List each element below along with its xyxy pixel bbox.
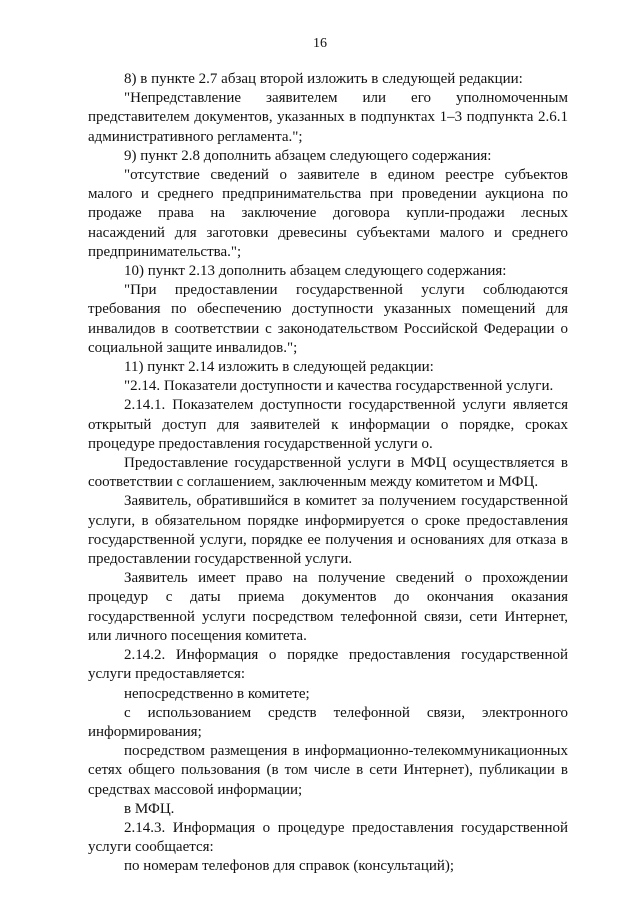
paragraph: 10) пункт 2.13 дополнить абзацем следующего содержания: (124, 263, 507, 280)
paragraph: "2.14. Показатели доступности и качества государственной услуги. (124, 378, 554, 395)
paragraph: 2.14.2. Информация о порядке предоставления государственной услуги предоставляется: (88, 647, 568, 683)
paragraph: посредством размещения в информационно-телекоммуникационных сетях общего пользования (в том числе в сети Интернет), публикации в средствах массовой информации; (88, 743, 568, 798)
paragraph: 8) в пункте 2.7 абзац второй изложить в следующей редакции: (124, 71, 523, 87)
page-number: 16 (313, 36, 327, 51)
paragraph: в МФЦ. (124, 800, 175, 817)
paragraph: непосредственно в комитете; (124, 685, 310, 702)
paragraph: Предоставление государственной услуги в МФЦ осуществляется в соответствии с соглашением, заключенным между комитетом и МФЦ. (88, 455, 568, 491)
paragraph: с использованием средств телефонной связи, электронного информирования; (88, 704, 568, 740)
paragraph: 11) пункт 2.14 изложить в следующей редакции: (124, 359, 434, 376)
paragraph: Заявитель, обратившийся в комитет за получением государственной услуги, в обязательном порядке информируется о сроке предоставления государственной услуги, порядке ее получения и основаниях для отказа в предоставлении государственной услуги. (88, 493, 568, 568)
paragraph: "При предоставлении государственной услуги соблюдаются требования по обеспечению доступности указанных помещений для инвалидов в соответствии с законодательством Российской Федерации о социальной защите инвалидов."; (88, 282, 568, 356)
paragraph: 2.14.3. Информация о процедуре предоставления государственной услуги сообщается: (88, 819, 568, 856)
paragraph: 9) пункт 2.8 дополнить абзацем следующего содержания: (124, 147, 492, 164)
paragraph: "отсутствие сведений о заявителе в едином реестре субъектов малого и среднего предпринимательства при проведении аукциона по продаже права на заключение договора купли-продажи лесных насаждений для заготовки древесины субъектами малого и среднего предпринимательства."; (88, 167, 568, 260)
document-body (88, 70, 568, 877)
paragraph: Заявитель имеет право на получение сведений о прохождении процедур с даты приема документов до окончания оказания государственной услуги посредством телефонной связи, сети Интернет, или личного посещения комитета. (88, 570, 568, 644)
paragraph: 2.14.1. Показателем доступности государственной услуги является открытый доступ для заявителей к информации о порядке, сроках процедуре предоставления государственной услуги о. (88, 397, 568, 452)
paragraph: по номерам телефонов для справок (консультаций); (124, 858, 455, 875)
paragraph: "Непредставление заявителем или его уполномоченным представителем документов, указанных в подпунктах 1–3 подпункта 2.6.1 административного регламента."; (88, 90, 568, 145)
